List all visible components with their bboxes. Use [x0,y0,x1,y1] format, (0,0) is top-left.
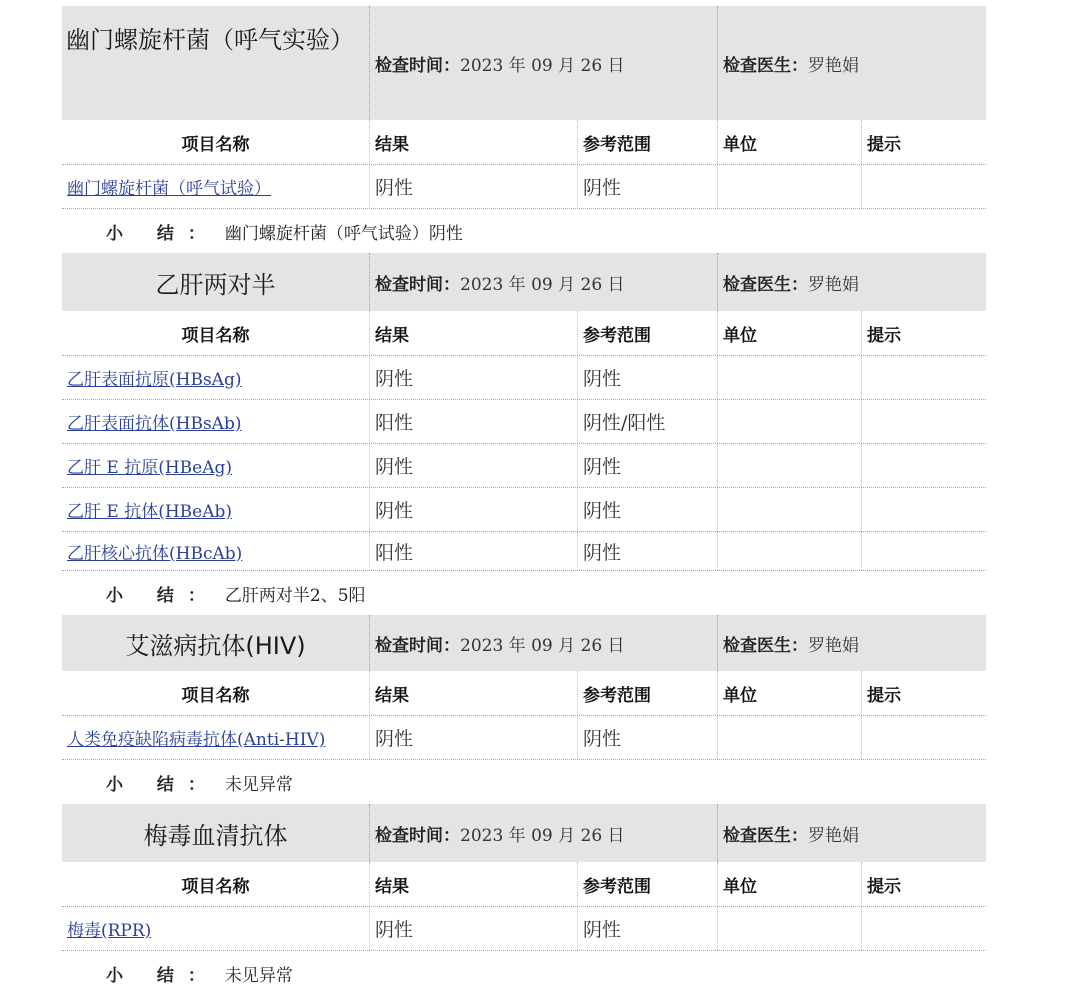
item-link[interactable]: 梅毒(RPR) [67,921,152,941]
item-range: 阴性 [578,488,718,531]
summary-text: 幽门螺旋杆菌（呼气试验）阴性 [224,223,463,244]
check-time: 检查时间： 2023 年 09 月 26 日 [370,804,718,862]
item-result: 阴性 [370,716,578,759]
item-range: 阴性 [578,165,718,208]
item-unit [718,907,862,950]
item-hint [862,716,986,759]
item-name [62,356,370,399]
item-link[interactable]: 幽门螺旋杆菌（呼气试验） [67,179,271,199]
col-unit: 单位 [718,671,862,715]
section-title: 梅毒血清抗体 [62,804,370,862]
item-result: 阳性 [370,400,578,443]
check-date: 2023 年 09 月 26 日 [460,635,625,656]
item-range: 阴性 [578,532,718,570]
summary: 小 结： 未见异常 [62,951,986,995]
item-unit [718,488,862,531]
col-range: 参考范围 [578,120,718,164]
check-date: 2023 年 09 月 26 日 [460,274,625,295]
item-range: 阴性/阳性 [578,400,718,443]
doctor: 检查医生： 罗艳娟 [718,253,986,311]
summary-text: 乙肝两对半2、5阳 [224,585,366,606]
item-name [62,444,370,487]
table-row [62,165,986,209]
section-helicobacter [62,6,986,253]
item-hint [862,907,986,950]
item-range: 阴性 [578,907,718,950]
summary: 小 结： 未见异常 [62,760,986,804]
item-result: 阳性 [370,532,578,570]
item-hint [862,444,986,487]
summary-text: 未见异常 [224,774,293,795]
table-header [62,311,986,356]
check-time: 检查时间： 2023 年 09 月 26 日 [370,253,718,311]
summary: 小 结： 幽门螺旋杆菌（呼气试验）阴性 [62,209,986,253]
item-hint [862,165,986,208]
col-hint: 提示 [867,685,901,706]
item-unit [718,532,862,570]
col-hint: 提示 [867,876,901,897]
item-unit [718,165,862,208]
col-name: 项目名称 [62,120,370,164]
col-unit: 单位 [718,311,862,355]
item-hint [862,532,986,570]
table-header [62,120,986,165]
doctor: 检查医生： 罗艳娟 [718,804,986,862]
col-result: 结果 [370,671,578,715]
table-header [62,671,986,716]
item-range: 阴性 [578,716,718,759]
col-name: 项目名称 [62,862,370,906]
item-unit [718,716,862,759]
check-date: 2023 年 09 月 26 日 [460,55,625,76]
col-hint: 提示 [867,134,901,155]
col-range: 参考范围 [578,671,718,715]
col-range: 参考范围 [578,862,718,906]
doctor-name: 罗艳娟 [808,635,859,656]
section-header [62,615,986,671]
table-row [62,907,986,951]
table-row [62,444,986,488]
col-result: 结果 [370,120,578,164]
summary-text: 未见异常 [224,965,293,986]
item-link[interactable]: 乙肝核心抗体(HBcAb) [67,543,243,564]
col-result: 结果 [370,311,578,355]
section-header [62,804,986,862]
table-row [62,532,986,571]
section-hepatitis-b [62,253,986,615]
item-unit [718,400,862,443]
col-range: 参考范围 [578,311,718,355]
section-syphilis [62,804,986,995]
doctor: 检查医生： 罗艳娟 [718,615,986,671]
item-name [62,488,370,531]
col-unit: 单位 [718,862,862,906]
item-result: 阴性 [370,444,578,487]
table-row [62,488,986,532]
item-link[interactable]: 乙肝 E 抗体(HBeAb) [67,502,233,522]
item-hint [862,488,986,531]
item-hint [862,400,986,443]
item-name [62,532,370,570]
item-name [62,165,370,208]
table-header [62,862,986,907]
doctor-name: 罗艳娟 [808,274,859,295]
col-name: 项目名称 [62,671,370,715]
col-hint: 提示 [867,325,901,346]
col-name: 项目名称 [62,311,370,355]
item-link[interactable]: 乙肝 E 抗原(HBeAg) [67,458,233,478]
check-date: 2023 年 09 月 26 日 [460,825,625,846]
item-name [62,400,370,443]
report [62,6,986,995]
item-unit [718,356,862,399]
table-row [62,400,986,444]
check-time: 检查时间： 2023 年 09 月 26 日 [370,615,718,671]
item-hint [862,356,986,399]
item-link[interactable]: 乙肝表面抗原(HBsAg) [67,370,242,390]
table-row [62,716,986,760]
item-link[interactable]: 乙肝表面抗体(HBsAb) [67,414,242,434]
item-range: 阴性 [578,444,718,487]
check-time: 检查时间： 2023 年 09 月 26 日 [370,6,718,120]
col-result: 结果 [370,862,578,906]
col-unit: 单位 [718,120,862,164]
item-result: 阴性 [370,165,578,208]
item-result: 阴性 [370,356,578,399]
table-row [62,356,986,400]
item-result: 阴性 [370,907,578,950]
item-name [62,907,370,950]
summary: 小 结： 乙肝两对半2、5阳 [62,571,986,615]
doctor-name: 罗艳娟 [808,825,859,846]
section-header [62,6,986,120]
section-title: 乙肝两对半 [62,253,370,311]
section-title: 幽门螺旋杆菌（呼气实验） [62,6,370,120]
section-header [62,253,986,311]
item-name [62,716,370,759]
item-link[interactable]: 人类免疫缺陷病毒抗体(Anti-HIV) [67,730,326,750]
item-unit [718,444,862,487]
item-result: 阴性 [370,488,578,531]
doctor: 检查医生： 罗艳娟 [718,6,986,120]
section-title: 艾滋病抗体(HIV) [62,615,370,671]
doctor-name: 罗艳娟 [808,55,859,76]
item-range: 阴性 [578,356,718,399]
section-hiv [62,615,986,804]
